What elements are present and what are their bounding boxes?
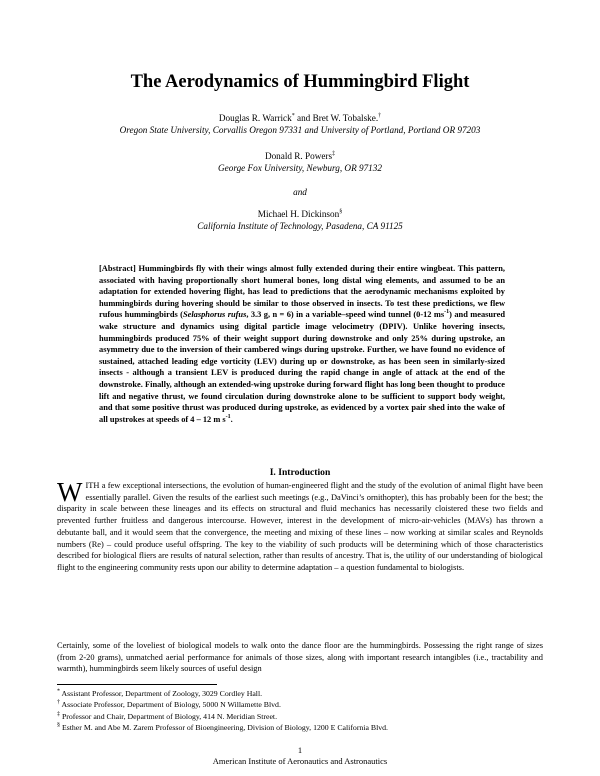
footnote-text: Associate Professor, Department of Biology, 5000 N Willamette Blvd. [60, 700, 281, 710]
footnote-mark: † [57, 699, 60, 706]
footnote-mark: ‡ [332, 150, 336, 157]
section-heading-introduction: I. Introduction [269, 467, 331, 478]
footnote-text: Professor and Chair, Department of Biology, 414 N. Meridian Street. [60, 711, 278, 721]
abstract-text: . [230, 414, 233, 424]
author-affiliation-3: California Institute of Technology, Pasadena, CA 91125 [197, 221, 403, 231]
paper-title: The Aerodynamics of Hummingbird Flight [130, 72, 470, 92]
footnote-mark: § [339, 208, 343, 215]
footnote-2 [57, 699, 543, 710]
author-name-dickinson: Michael H. Dickinson [257, 209, 340, 219]
footnote-mark: ‡ [57, 711, 60, 718]
footnote-text: Assistant Professor, Department of Zoology, 3029 Cordley Hall. [60, 689, 263, 698]
intro-text: ITH a few exceptional intersections, the evolution of human-engineered flight and the study of the evolution of animal flight have been essentially parallel. Given the results of the earliest such meetings (e.g., DaVinci’s ornithopter), this has probably been for the best; the disparity in scale between these lineages and its effects on structural and fluid mechanics has necessarily cloistered these two fields and prevented further fruitless and dangerous intercourse. However, interest in the development of micro-air-vehicles (MAVs) has thrown a debutante ball, and it would seem that the convergence, the meeting and mixing of these lines – now working at similar scales and Reynolds numbers (Re) – could produce useful offspring. The key to the viability of such products will be determining which of those characteristics described for biological fliers are results of natural selection, rather than results of ancestry. That is, the utility of our understanding of biological flight to the engineering community rests upon our ability to determine adaptation – a question fundamental to biologists. [57, 481, 543, 572]
footnote-mark: § [57, 722, 60, 729]
abstract-species-name: Selasphorus rufus [182, 310, 247, 320]
author-names-2 [0, 150, 600, 162]
abstract-text: [Abstract] Hummingbirds fly with their wings almost fully extended during their entire wingbeat. This pattern, associated with having proportionally short humeral bones, long distal wing elements, and assumed to be an adaptation for extended hovering flight, has lead to predictions that the aerodynamic mechanisms exploited by hummingbirds during hovering should be similar to those observed in insects. To test these predictions, we flew rufous hummingbirds ( [99, 264, 505, 320]
author-names-1 [0, 112, 600, 124]
intro-paragraph [57, 477, 543, 574]
abstract [99, 263, 505, 425]
footnote-mark: * [291, 112, 295, 119]
organization-footer: American Institute of Aeronautics and Astronautics [212, 756, 388, 766]
abstract-superscript: -1 [225, 413, 231, 420]
author-affiliation-1: Oregon State University, Corvallis Oregon 97331 and University of Portland, Portland OR 97203 [119, 125, 481, 135]
footnote-4 [57, 722, 543, 733]
author-name-powers: Donald R. Powers [264, 151, 333, 161]
footnote-1 [57, 688, 543, 699]
author-name-warrick: Douglas R. Warrick [218, 113, 292, 123]
footnote-divider [57, 684, 217, 685]
body-paragraph-2: Certainly, some of the loveliest of biological models to walk onto the dance floor are the hummingbirds. Possessing the right range of sizes (from 2-20 grams), unmatched aerial performance for animals of those sizes, along with important research intangibles (i.e., tractability and warmth), hummingbirds seem likely sources of useful design [57, 641, 543, 674]
author-connector: and [293, 187, 307, 197]
author-block-1 [0, 112, 600, 136]
footnote-mark: † [378, 112, 382, 119]
author-name-tobalske: and Bret W. Tobalske. [294, 113, 379, 123]
footnote-3 [57, 711, 543, 722]
footnote-mark: * [57, 688, 60, 695]
abstract-text: , 3.3 g, n = 6) in a variable–speed wind tunnel (0-12 ms [246, 310, 445, 320]
drop-cap: W [57, 477, 83, 507]
footnote-text: Esther M. and Abe M. Zarem Professor of Bioengineering, Division of Biology, 1200 E California Blvd. [60, 723, 388, 733]
author-affiliation-2: George Fox University, Newburg, OR 97132 [218, 163, 382, 173]
author-block-2 [0, 150, 600, 174]
abstract-superscript: -1 [444, 309, 450, 316]
page-number: 1 [297, 745, 303, 755]
abstract-text: ) and measured wake structure and dynamics using digital particle image velocimetry (DPIV). Unlike hovering insects, hummingbirds produced 75% of their weight support during downstroke and only 25% during upstroke, an asymmetry due to the inversion of their cambered wings during upstroke. Further, we have found no evidence of sustained, attached leading edge vorticity (LEV) during up or downstroke, as has been seen in similarly-sized insects - although a transient LEV is produced during the rapid change in angle of attack at the end of the downstroke. Finally, although an extended-wing upstroke during forward flight has long been thought to produce lift and negative thrust, we found circulation during downstroke alone to be sufficient to support body weight, and that some positive thrust was produced during upstroke, as evidenced by a vortex pair shed into the wake of all upstrokes at speeds of 4 – 12 m s [99, 310, 506, 424]
footnotes [57, 688, 543, 734]
author-names-3 [0, 208, 600, 220]
author-block-3 [0, 208, 600, 232]
